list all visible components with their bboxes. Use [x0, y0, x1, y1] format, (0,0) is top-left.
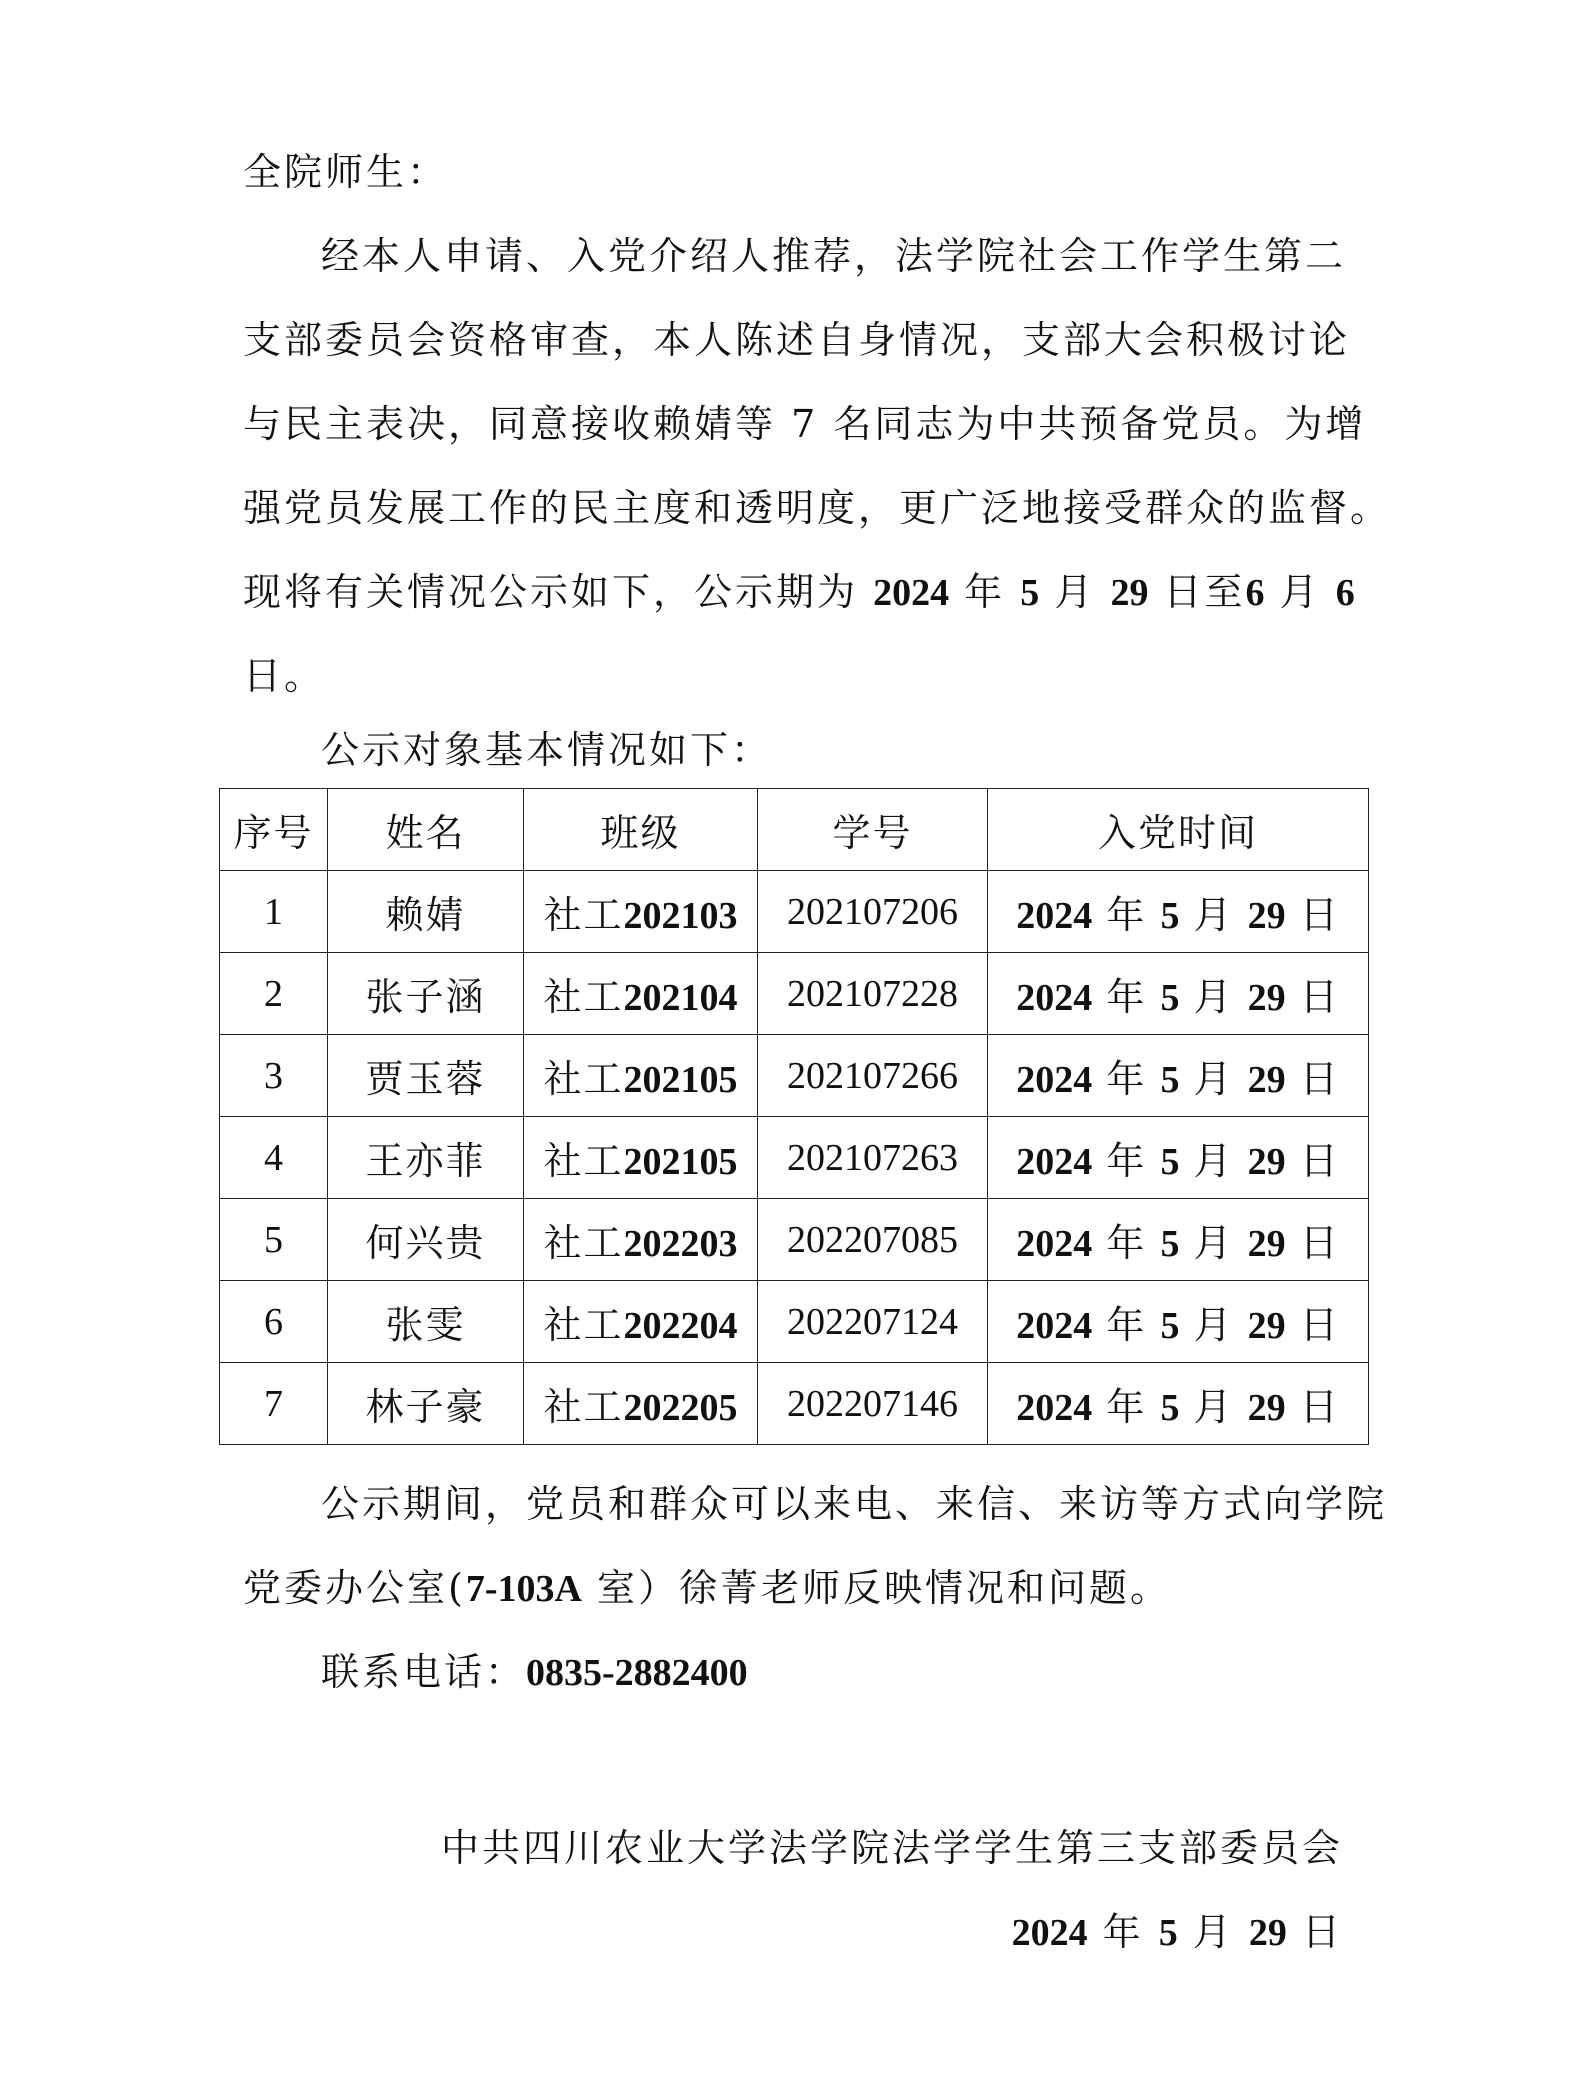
year-char: 年 [1092, 893, 1161, 937]
header-class: 班级 [524, 789, 758, 871]
intro-line-4: 强党员发展工作的民主度和透明度，更广泛地接受群众的监督。 [243, 486, 1392, 530]
date-day: 29 [1247, 977, 1286, 1019]
date-year: 2024 [1016, 1059, 1093, 1101]
class-prefix: 社工 [543, 975, 624, 1019]
intro-line-6: 日。 [243, 654, 326, 698]
class-number: 202103 [623, 895, 738, 937]
row-student-id: 202207146 [758, 1363, 988, 1445]
row-join-date [988, 1035, 1369, 1117]
date-year: 2024 [1016, 895, 1093, 937]
class-number: 202203 [623, 1223, 738, 1265]
date-year: 2024 [1016, 1387, 1093, 1429]
phone-label: 联系电话： [321, 1650, 527, 1694]
day-to-text: 日至 [1148, 570, 1246, 614]
date-year: 2024 [1016, 1141, 1093, 1183]
header-no: 序号 [220, 789, 328, 871]
phone-line [321, 1648, 748, 1697]
day-char: 日 [1285, 893, 1340, 937]
date-month: 5 [1160, 1305, 1180, 1347]
row-no: 4 [220, 1117, 328, 1199]
intro-line-2: 支部委员会资格审查，本人陈述自身情况，支部大会积极讨论 [243, 318, 1351, 362]
row-student-id: 202207085 [758, 1199, 988, 1281]
row-class [524, 1281, 758, 1363]
date-month: 5 [1160, 1223, 1180, 1265]
period-end-day: 6 [1335, 572, 1355, 614]
day-char: 日 [1285, 975, 1340, 1019]
row-no: 5 [220, 1199, 328, 1281]
row-name: 赖婧 [328, 871, 524, 953]
date-day: 29 [1247, 1387, 1286, 1429]
publicity-period-text: 现将有关情况公示如下，公示期为 [243, 570, 874, 614]
date-year: 2024 [1016, 1305, 1093, 1347]
class-number: 202105 [623, 1141, 738, 1183]
class-number: 202204 [623, 1305, 738, 1347]
year-char: 年 [1092, 975, 1161, 1019]
header-join-date: 入党时间 [988, 789, 1369, 871]
period-start-month: 5 [1020, 572, 1040, 614]
signature-day: 29 [1248, 1912, 1287, 1954]
class-prefix: 社工 [543, 1057, 624, 1101]
intro-line-3: 与民主表决，同意接收赖婧等 7 名同志为中共预备党员。为增 [243, 402, 1367, 446]
header-student-id: 学号 [758, 789, 988, 871]
date-month: 5 [1160, 977, 1180, 1019]
period-start-day: 29 [1110, 572, 1149, 614]
day-char: 日 [1285, 1303, 1340, 1347]
row-class [524, 1117, 758, 1199]
row-student-id: 202107206 [758, 871, 988, 953]
month-char: 月 [1264, 570, 1336, 614]
month-char: 月 [1179, 1139, 1248, 1183]
year-char: 年 [1092, 1139, 1161, 1183]
row-join-date [988, 953, 1369, 1035]
date-month: 5 [1160, 1387, 1180, 1429]
month-char: 月 [1179, 893, 1248, 937]
class-number: 202205 [623, 1387, 738, 1429]
class-prefix: 社工 [543, 1303, 624, 1347]
row-class [524, 1199, 758, 1281]
date-day: 29 [1247, 1305, 1286, 1347]
row-join-date [988, 871, 1369, 953]
row-join-date [988, 1117, 1369, 1199]
year-char: 年 [1092, 1221, 1161, 1265]
date-day: 29 [1247, 1223, 1286, 1265]
period-end-month: 6 [1245, 572, 1265, 614]
date-day: 29 [1247, 1141, 1286, 1183]
intro-line-1: 经本人申请、入党介绍人推荐，法学院社会工作学生第二 [321, 234, 1347, 278]
row-no: 1 [220, 871, 328, 953]
row-no: 7 [220, 1363, 328, 1445]
signature-org: 中共四川农业大学法学院法学学生第三支部委员会 [440, 1826, 1343, 1870]
signature-date [1012, 1908, 1343, 1957]
year-char: 年 [1092, 1303, 1161, 1347]
table-row [220, 953, 1369, 1035]
class-prefix: 社工 [543, 1385, 624, 1429]
year-char: 年 [1087, 1910, 1159, 1954]
row-no: 2 [220, 953, 328, 1035]
table-row [220, 871, 1369, 953]
table-header-row [220, 789, 1369, 871]
table-row [220, 1363, 1369, 1445]
row-name: 何兴贵 [328, 1199, 524, 1281]
class-prefix: 社工 [543, 893, 624, 937]
class-number: 202105 [623, 1059, 738, 1101]
table-row [220, 1281, 1369, 1363]
row-name: 王亦菲 [328, 1117, 524, 1199]
date-month: 5 [1160, 895, 1180, 937]
day-char: 日 [1286, 1910, 1343, 1954]
contact-line-1: 公示期间，党员和群众可以来电、来信、来访等方式向学院 [321, 1482, 1388, 1526]
month-char: 月 [1179, 1221, 1248, 1265]
date-day: 29 [1247, 895, 1286, 937]
date-month: 5 [1160, 1141, 1180, 1183]
row-name: 林子豪 [328, 1363, 524, 1445]
row-no: 3 [220, 1035, 328, 1117]
row-class [524, 871, 758, 953]
month-char: 月 [1179, 1303, 1248, 1347]
table-row [220, 1117, 1369, 1199]
day-char: 日 [1285, 1385, 1340, 1429]
salutation: 全院师生： [243, 150, 449, 194]
date-month: 5 [1160, 1059, 1180, 1101]
candidates-table [219, 788, 1369, 1445]
date-day: 29 [1247, 1059, 1286, 1101]
office-suffix: 室）徐菁老师反映情况和问题。 [581, 1566, 1172, 1610]
row-join-date [988, 1363, 1369, 1445]
phone-number: 0835-2882400 [526, 1652, 748, 1694]
row-class [524, 953, 758, 1035]
class-prefix: 社工 [543, 1139, 624, 1183]
row-join-date [988, 1199, 1369, 1281]
intro-line-5 [243, 568, 1355, 617]
row-join-date [988, 1281, 1369, 1363]
day-char: 日 [1285, 1221, 1340, 1265]
date-year: 2024 [1016, 977, 1093, 1019]
row-student-id: 202107228 [758, 953, 988, 1035]
year-char: 年 [949, 570, 1021, 614]
month-char: 月 [1039, 570, 1111, 614]
month-char: 月 [1179, 1057, 1248, 1101]
row-no: 6 [220, 1281, 328, 1363]
row-class [524, 1035, 758, 1117]
table-row [220, 1035, 1369, 1117]
row-name: 贾玉蓉 [328, 1035, 524, 1117]
year-char: 年 [1092, 1385, 1161, 1429]
class-number: 202104 [623, 977, 738, 1019]
row-student-id: 202107266 [758, 1035, 988, 1117]
row-name: 张子涵 [328, 953, 524, 1035]
day-char: 日 [1285, 1139, 1340, 1183]
table-intro: 公示对象基本情况如下： [321, 728, 773, 772]
date-year: 2024 [1016, 1223, 1093, 1265]
row-name: 张雯 [328, 1281, 524, 1363]
office-text: 党委办公室( [243, 1566, 466, 1610]
row-student-id: 202207124 [758, 1281, 988, 1363]
office-room: 7-103A [465, 1568, 582, 1610]
signature-year: 2024 [1011, 1912, 1088, 1954]
month-char: 月 [1179, 1385, 1248, 1429]
table-row [220, 1199, 1369, 1281]
month-char: 月 [1177, 1910, 1249, 1954]
year-char: 年 [1092, 1057, 1161, 1101]
day-char: 日 [1285, 1057, 1340, 1101]
row-class [524, 1363, 758, 1445]
period-start-year: 2024 [873, 572, 950, 614]
contact-line-2 [243, 1564, 1171, 1613]
signature-month: 5 [1158, 1912, 1178, 1954]
class-prefix: 社工 [543, 1221, 624, 1265]
row-student-id: 202107263 [758, 1117, 988, 1199]
month-char: 月 [1179, 975, 1248, 1019]
header-name: 姓名 [328, 789, 524, 871]
